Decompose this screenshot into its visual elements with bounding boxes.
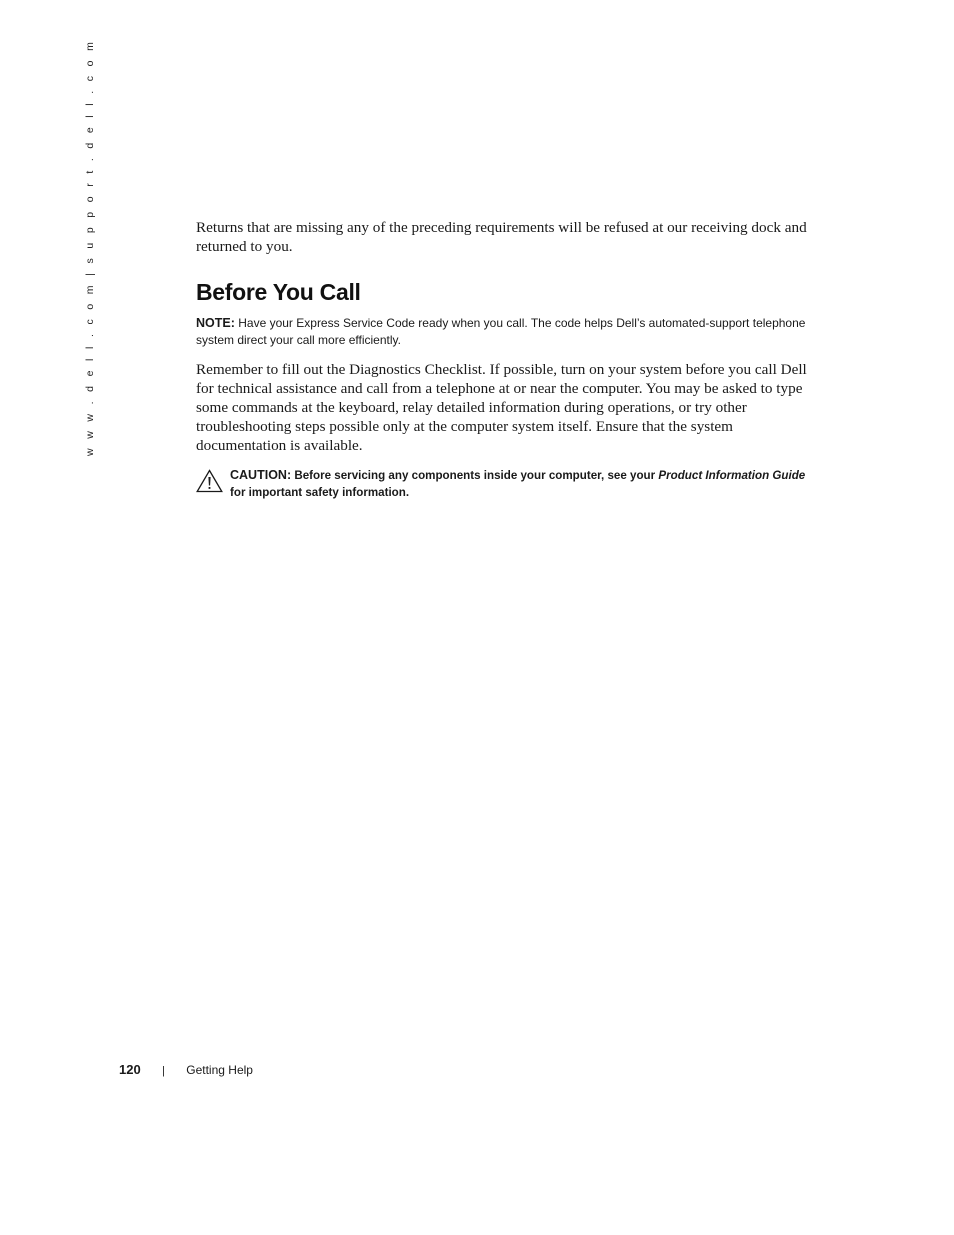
section-title: Before You Call bbox=[196, 279, 361, 305]
note-label: NOTE: bbox=[196, 316, 235, 330]
caution-text-before: Before servicing any components inside your computer, see your bbox=[294, 469, 656, 482]
caution-reference: Product Information Guide bbox=[658, 469, 806, 482]
footer-separator: | bbox=[162, 1065, 165, 1077]
page-footer bbox=[119, 1061, 253, 1080]
body-paragraph: Remember to fill out the Diagnostics Checklist. If possible, turn on your system before you call Dell for technical assistance and call from a telephone at or near the computer. You may be asked to type some commands at the keyboard, relay detailed information during operations, or try other troubleshooting steps possible only at the computer system itself. Ensure that the system documentation is available. bbox=[196, 361, 807, 454]
intro-paragraph: Returns that are missing any of the preceding requirements will be refused at our receiving dock and returned to you. bbox=[196, 219, 807, 255]
caution-label: CAUTION: bbox=[230, 468, 292, 482]
sidebar-url: w w w . d e l l . c o m | s u p p o r t . d e l l . c o m bbox=[84, 38, 96, 456]
note-text: Have your Express Service Code ready when you call. The code helps Dell’s automated-support telephone system direct your call more efficiently. bbox=[196, 316, 806, 347]
caution-text-after: for important safety information. bbox=[230, 486, 410, 499]
page-number: 120 bbox=[119, 1062, 141, 1077]
main-content bbox=[196, 218, 814, 501]
warning-triangle-icon bbox=[196, 469, 223, 493]
note-block bbox=[196, 315, 814, 349]
chapter-title: Getting Help bbox=[186, 1063, 253, 1077]
caution-block bbox=[196, 467, 814, 501]
